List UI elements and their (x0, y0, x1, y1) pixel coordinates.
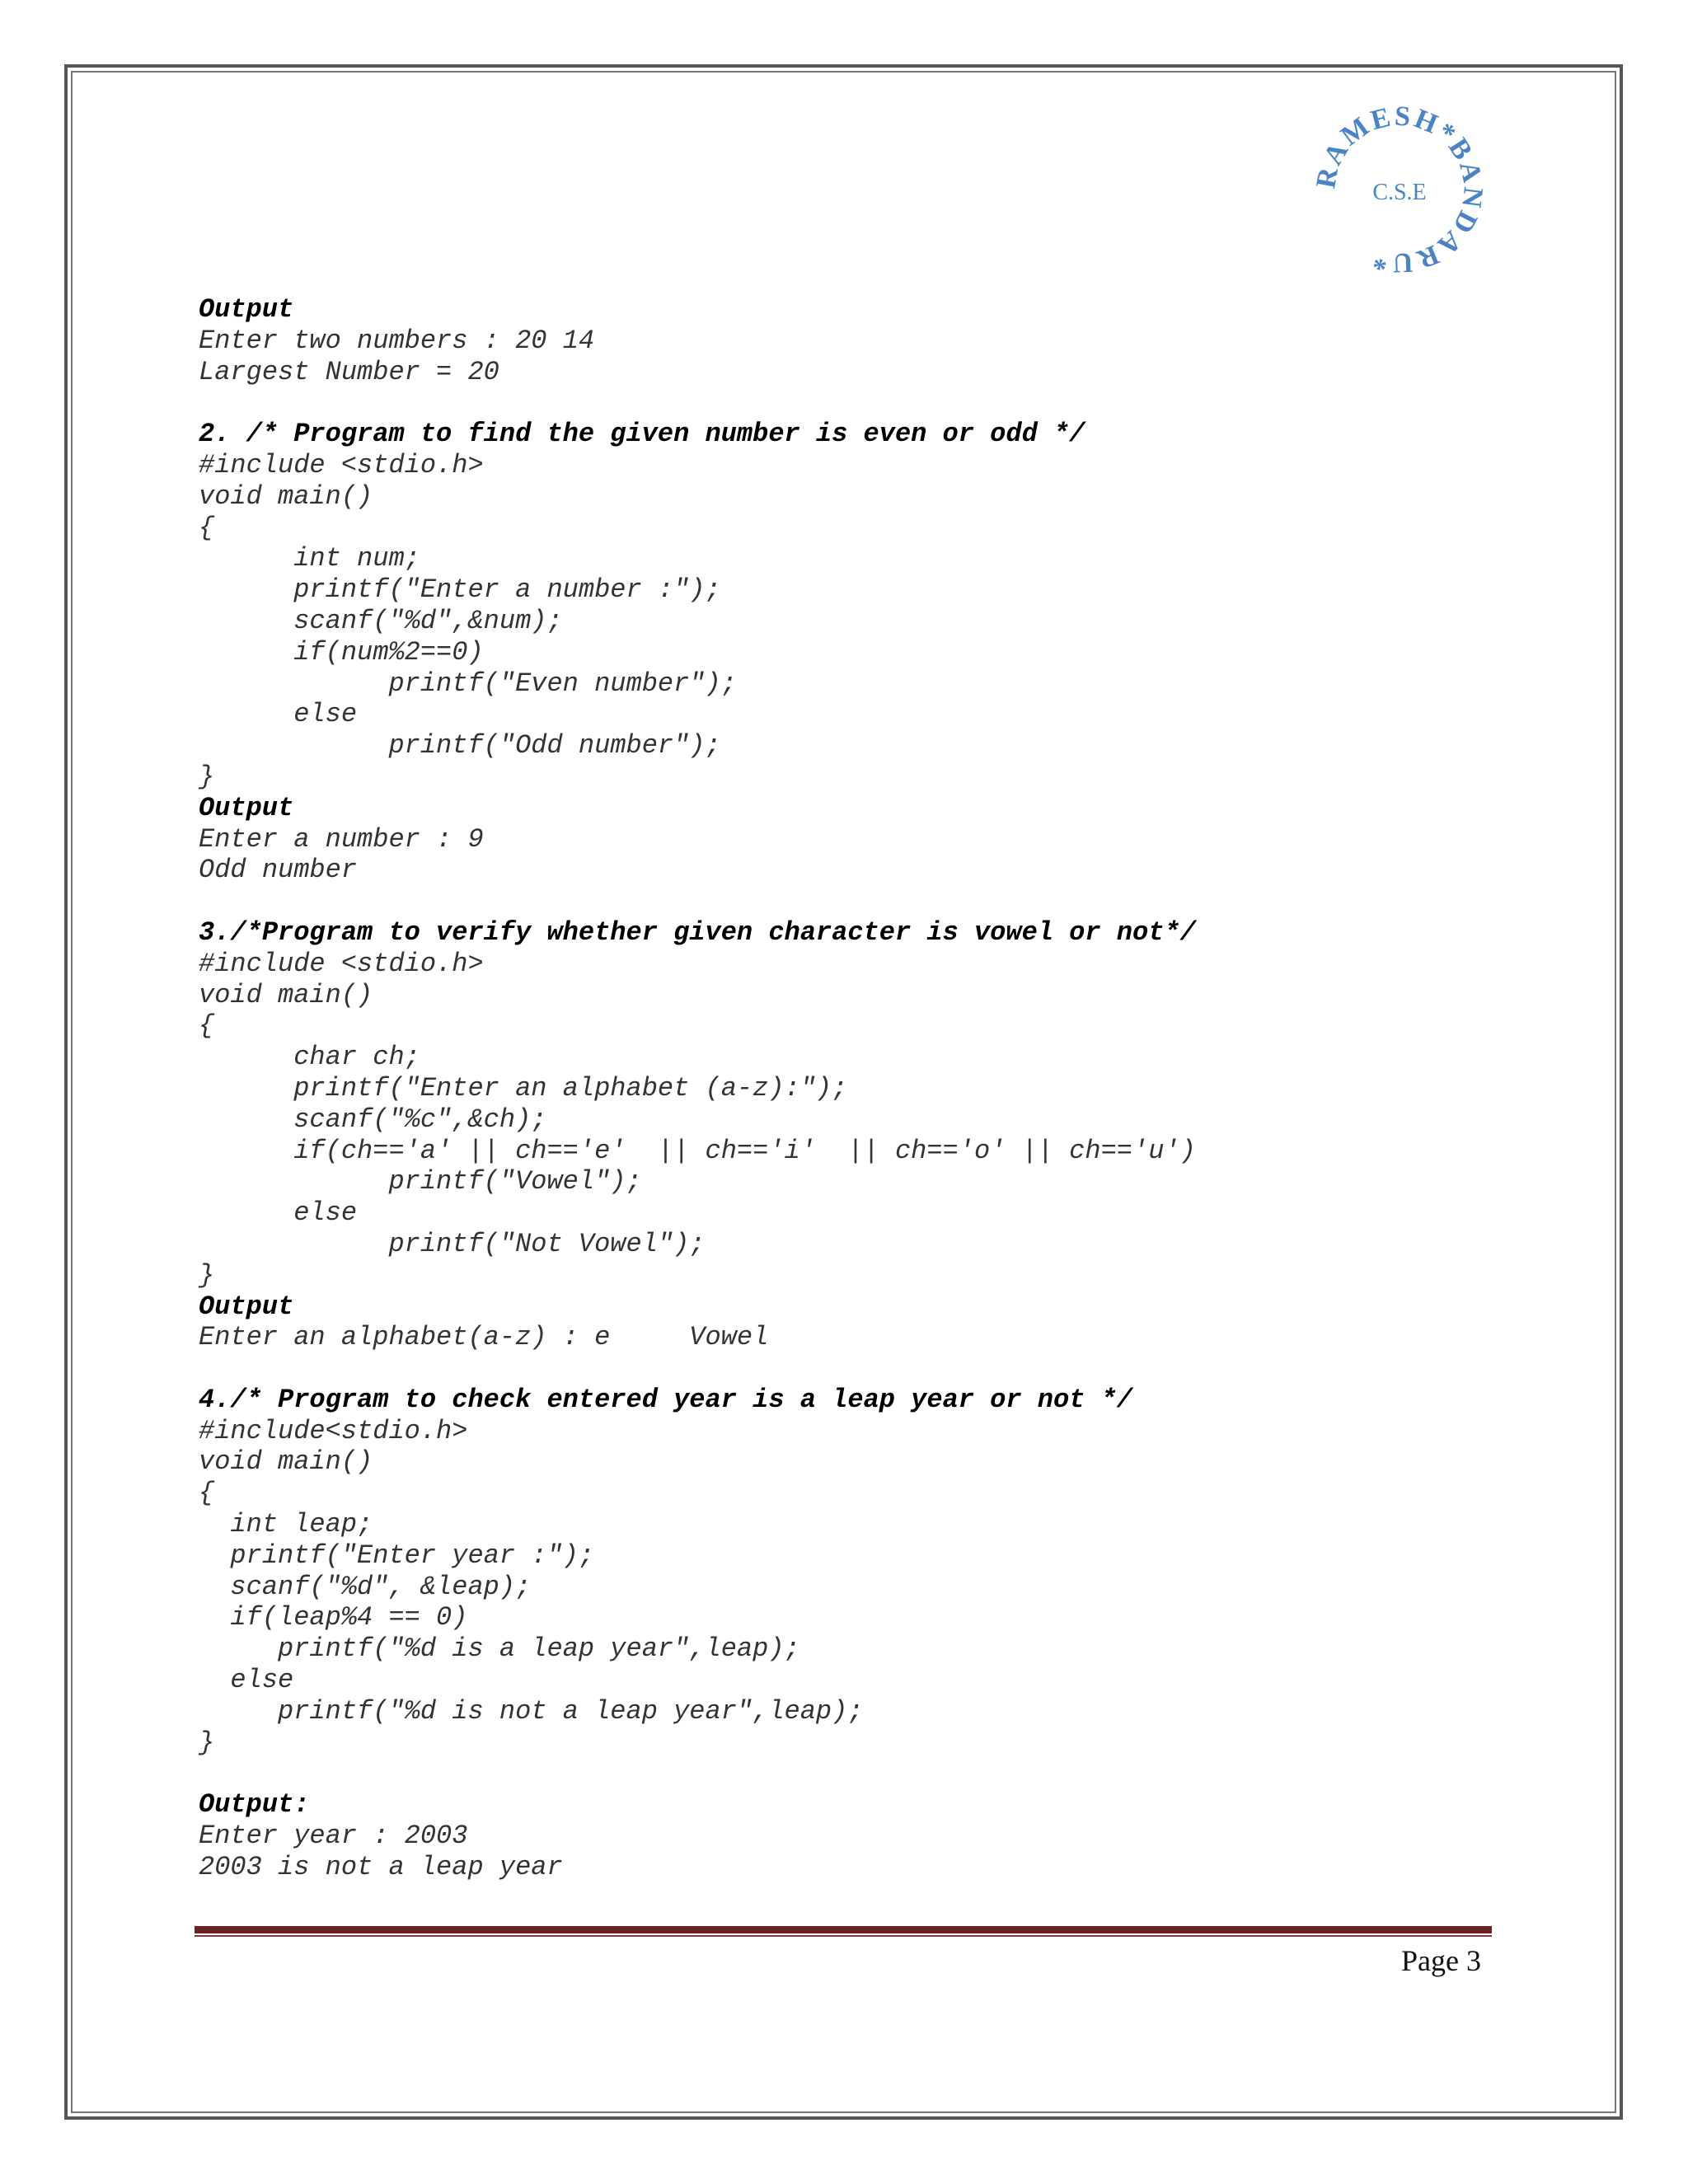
code-line: void main() (199, 979, 373, 1010)
blank-line (199, 1353, 1484, 1385)
blank-line (199, 886, 1484, 917)
code-line: else (199, 1197, 358, 1229)
code-line: if(leap%4 == 0) (199, 1602, 468, 1633)
code-line: else (199, 1665, 294, 1696)
blank-line (199, 1758, 1484, 1789)
code-line: printf("%d is a leap year",leap); (199, 1633, 800, 1665)
section-heading-line: 2. /* Program to find the given number is even or odd */ (199, 419, 1085, 450)
code-line: } (199, 761, 215, 792)
code-line: void main() (199, 1446, 373, 1478)
code-line: void main() (199, 480, 373, 512)
footer-rule (195, 1926, 1492, 1937)
section-heading-line: Output: (199, 1789, 310, 1821)
code-line: if(ch=='a' || ch=='e' || ch=='i' || ch=='o' || ch=='u') (199, 1135, 1196, 1166)
code-line: Enter year : 2003 (199, 1821, 468, 1852)
code-line: 2003 is not a leap year (199, 1851, 563, 1882)
code-line: scanf("%c",&ch); (199, 1104, 547, 1135)
code-listing (199, 294, 1484, 1883)
code-line: Largest Number = 20 (199, 356, 499, 387)
code-line: else (199, 699, 358, 730)
code-line: Odd number (199, 855, 358, 886)
section-heading-line: 3./*Program to verify whether given character is vowel or not*/ (199, 916, 1196, 948)
code-line: int num; (199, 543, 420, 574)
code-line: Enter a number : 9 (199, 823, 484, 855)
code-line: printf("%d is not a leap year",leap); (199, 1695, 864, 1727)
code-line: printf("Odd number"); (199, 730, 721, 762)
code-line: #include <stdio.h> (199, 449, 484, 480)
code-line: #include<stdio.h> (199, 1415, 468, 1446)
section-heading-line: Output (199, 294, 294, 325)
code-line: Enter an alphabet(a-z) : e Vowel (199, 1322, 769, 1353)
code-line: printf("Enter year :"); (199, 1540, 595, 1571)
code-line: { (199, 1478, 215, 1509)
code-line: Enter two numbers : 20 14 (199, 325, 595, 356)
code-line: printf("Not Vowel"); (199, 1228, 706, 1259)
code-line: printf("Even number"); (199, 668, 737, 699)
code-line: printf("Enter a number :"); (199, 574, 721, 606)
code-line: char ch; (199, 1042, 420, 1073)
code-line: if(num%2==0) (199, 636, 484, 668)
section-heading-line: Output (199, 792, 294, 823)
svg-text:C.S.E: C.S.E (1372, 180, 1427, 205)
page-number: Page 3 (1401, 1944, 1481, 1977)
code-line: #include <stdio.h> (199, 948, 484, 979)
code-line: } (199, 1259, 215, 1291)
code-line: printf("Vowel"); (199, 1166, 642, 1197)
code-line: int leap; (199, 1509, 373, 1540)
code-line: scanf("%d", &leap); (199, 1571, 532, 1602)
code-line: } (199, 1727, 215, 1758)
code-line: { (199, 512, 215, 543)
section-heading-line: 4./* Program to check entered year is a leap year or not */ (199, 1384, 1132, 1415)
code-line: scanf("%d",&num); (199, 605, 563, 636)
section-heading-line: Output (199, 1291, 294, 1322)
code-line: printf("Enter an alphabet (a-z):"); (199, 1072, 848, 1104)
code-line: { (199, 1010, 215, 1042)
blank-line (199, 387, 1484, 419)
svg-text:RAMESH*BANDARU*: RAMESH*BANDARU* (1311, 101, 1489, 279)
author-stamp-logo (1309, 99, 1490, 280)
